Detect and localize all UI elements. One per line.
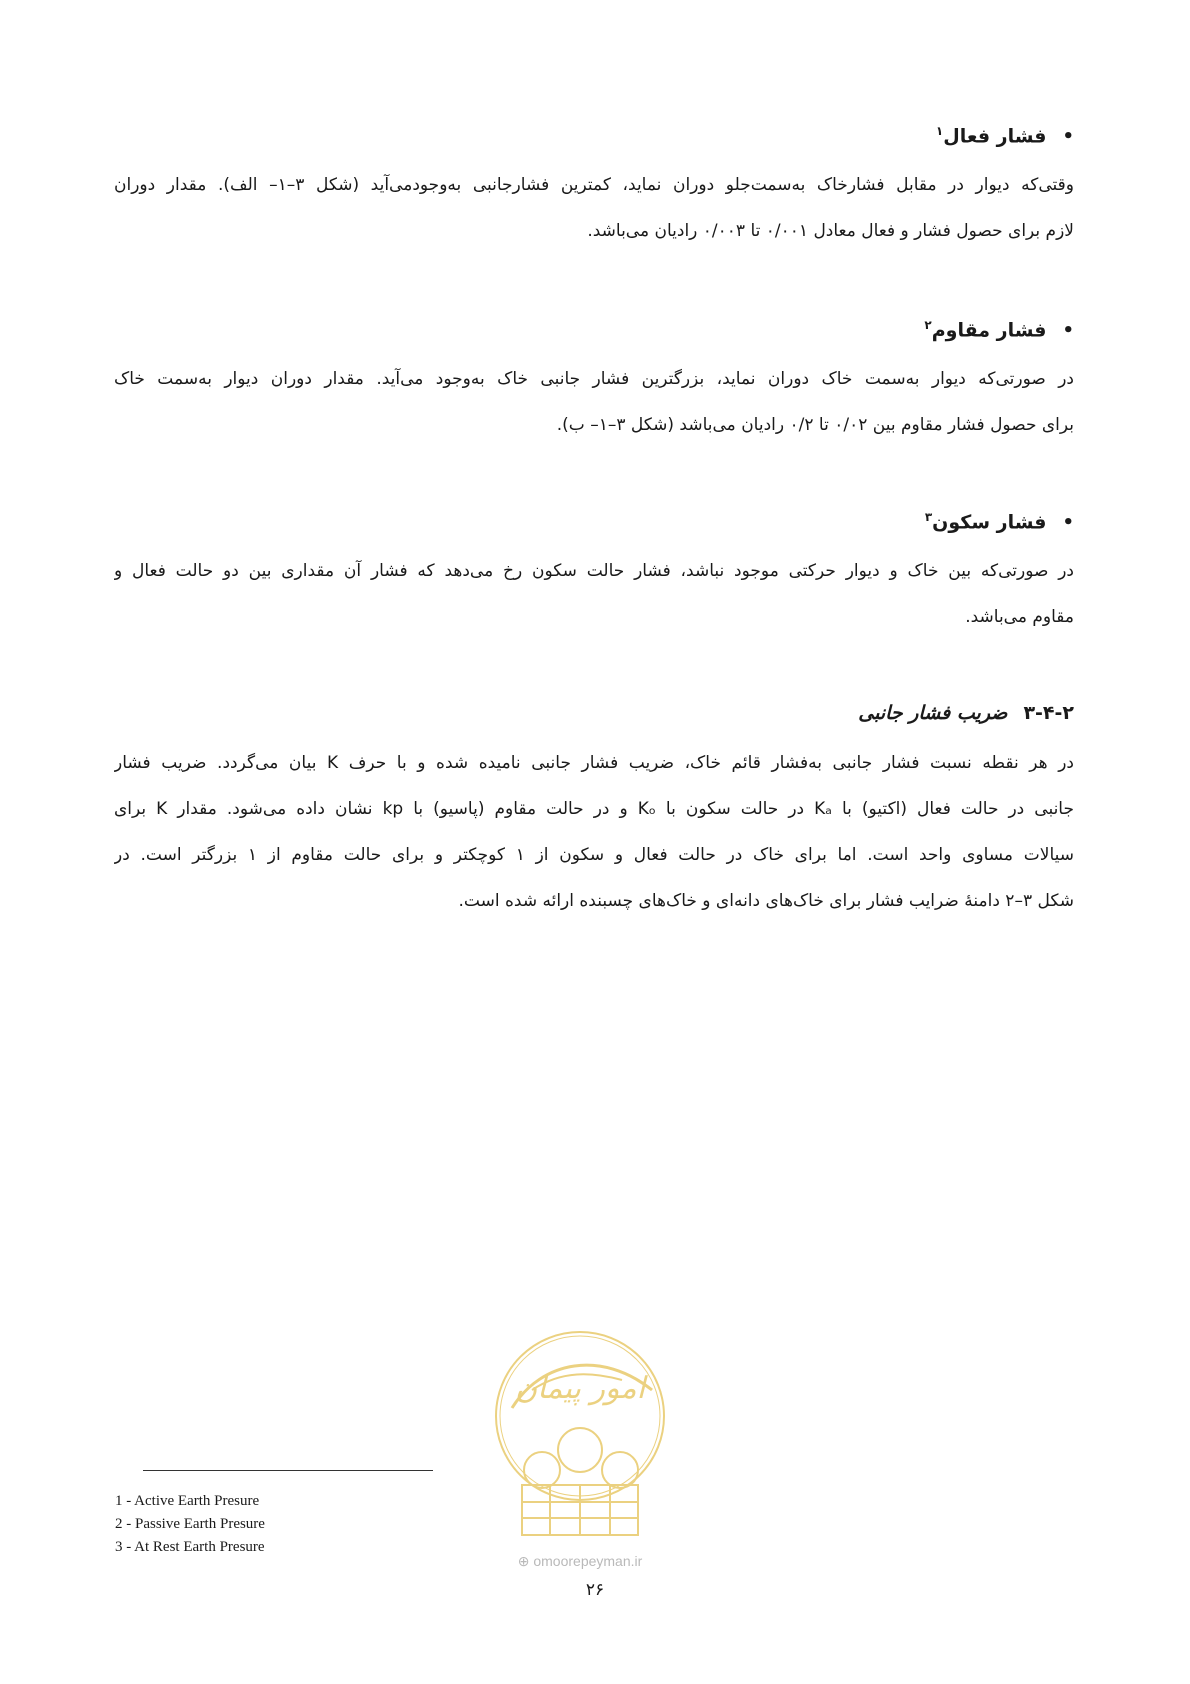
- paragraph-at-rest-pressure: [114, 548, 1074, 640]
- heading-at-rest-title: فشار سکون: [932, 511, 1047, 534]
- bullet-icon: •: [1062, 320, 1074, 342]
- paragraph-line: جانبی در حالت فعال (اکتیو) با Kₐ در حالت سکون با Kₒ و در حالت مقاوم (پاسیو) با kp نشان داده می‌شود. مقدار K برای: [114, 799, 1074, 819]
- bullet-icon: •: [1062, 126, 1074, 148]
- heading-active-title: فشار فعال: [943, 125, 1047, 148]
- heading-at-rest-pressure: [114, 510, 1074, 533]
- paragraph-passive-pressure: [114, 356, 1074, 448]
- footnote-ref-3: ۳: [924, 510, 933, 524]
- paragraph-line: وقتی‌که دیوار در مقابل فشارخاک به‌سمت‌جلو دوران نماید، کمترین فشارجانبی به‌وجودمی‌آید (شکل ۳–۱– الف). مقدار دوران: [114, 175, 1074, 195]
- footnote-item: 3 - At Rest Earth Presure: [115, 1539, 265, 1555]
- paragraph-line: در هر نقطه نسبت فشار جانبی به‌فشار قائم خاک، ضریب فشار جانبی نامیده شده و با حرف K بیان می‌گردد. ضریب فشار: [114, 753, 1074, 773]
- footnotes: [115, 1490, 265, 1559]
- section-title-coefficient: [114, 702, 1074, 724]
- footnote-divider: [143, 1470, 433, 1471]
- paragraph-line: مقاوم می‌باشد.: [965, 607, 1074, 627]
- heading-active-pressure: [114, 124, 1074, 147]
- heading-passive-pressure: [114, 318, 1074, 341]
- globe-icon: ⊕: [517, 1553, 530, 1569]
- paragraph-line: شکل ۳–۲ دامنهٔ ضرایب فشار برای خاک‌های دانه‌ای و خاک‌های چسبنده ارائه شده است.: [458, 891, 1074, 911]
- watermark-logo-text: امور پیمان: [515, 1371, 645, 1406]
- paragraph-line: سیالات مساوی واحد است. اما برای خاک در حالت فعال و سکون از ۱ کوچکتر و برای حالت مقاوم از ۱ بزرگتر است. در: [114, 845, 1074, 865]
- watermark-site-text: omoorepeyman.ir: [533, 1553, 643, 1569]
- footnote-ref-2: ۲: [924, 318, 932, 332]
- paragraph-active-pressure: [114, 162, 1074, 254]
- heading-passive-title: فشار مقاوم: [931, 319, 1047, 342]
- section-title-text: ضریب فشار جانبی: [858, 702, 1008, 724]
- paragraph-line: در صورتی‌که بین خاک و دیوار حرکتی موجود نباشد، فشار حالت سکون رخ می‌دهد که فشار آن مقداری بین دو حالت فعال و: [114, 561, 1074, 581]
- section-number: ۳-۴-۲: [1023, 702, 1074, 724]
- footnote-ref-1: ۱: [935, 124, 944, 138]
- watermark-logo-icon: [492, 1320, 668, 1550]
- bullet-icon: •: [1062, 512, 1074, 534]
- page-number: ۲۶: [585, 1580, 605, 1600]
- footnote-item: 2 - Passive Earth Presure: [115, 1516, 265, 1532]
- paragraph-line: برای حصول فشار مقاوم بین ۰/۰۲ تا ۰/۲ رادیان می‌باشد (شکل ۳–۱– ب).: [556, 415, 1074, 435]
- paragraph-line: در صورتی‌که دیوار به‌سمت خاک دوران نماید، بزرگترین فشار جانبی خاک به‌وجود می‌آید. مقدار دوران دیوار به‌سمت خاک: [114, 369, 1074, 389]
- watermark-site: [480, 1553, 680, 1570]
- paragraph-line: لازم برای حصول فشار و فعال معادل ۰/۰۰۱ تا ۰/۰۰۳ رادیان می‌باشد.: [587, 221, 1074, 241]
- paragraph-coefficient: [114, 740, 1074, 924]
- footnote-item: 1 - Active Earth Presure: [115, 1493, 260, 1509]
